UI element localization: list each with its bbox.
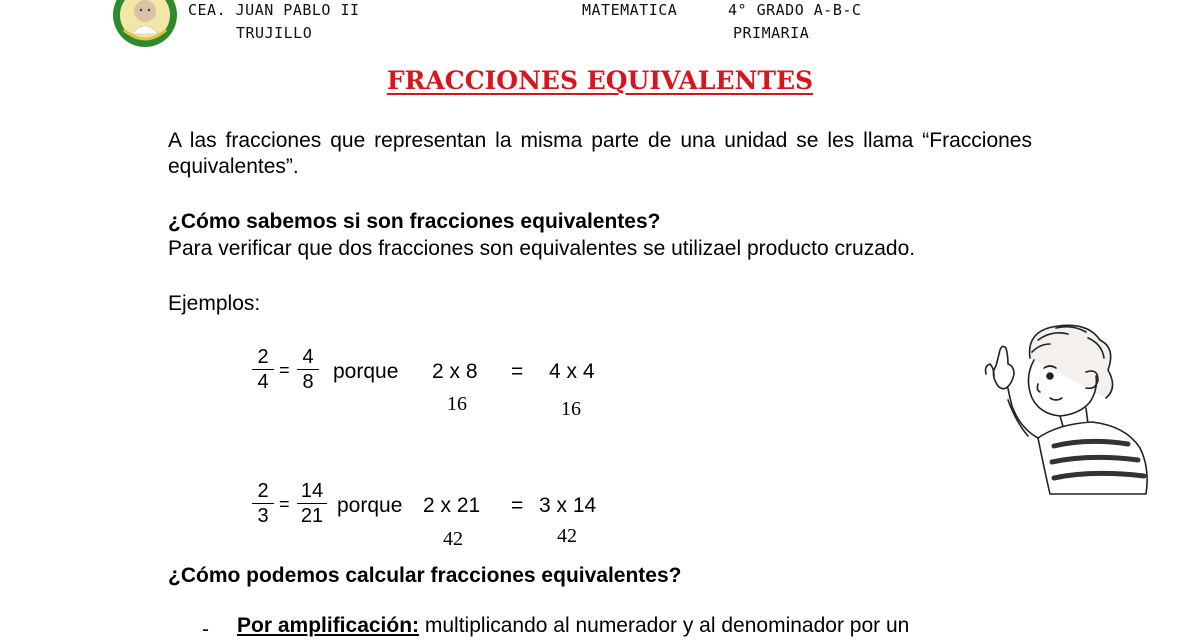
result-2: 42 xyxy=(557,525,577,547)
level-label: PRIMARIA xyxy=(733,24,810,42)
bullet-dash: - xyxy=(202,618,209,641)
cross-product-2: 3 x 14 xyxy=(539,494,597,517)
bullet-amplification xyxy=(237,613,909,639)
denominator: 4 xyxy=(257,371,269,393)
equal-sign: = xyxy=(279,360,290,380)
denominator: 3 xyxy=(257,505,269,527)
equals-label: = xyxy=(511,494,524,517)
cross-product-1: 2 x 8 xyxy=(432,360,478,383)
result-1: 16 xyxy=(447,393,467,415)
porque-label: porque xyxy=(337,494,403,517)
fraction-right xyxy=(297,480,327,527)
numerator: 2 xyxy=(252,346,274,370)
bullet-term: Por amplificación: xyxy=(237,614,420,637)
fraction-left xyxy=(252,346,274,393)
child-pointing-illustration xyxy=(968,318,1158,498)
bullet-text: multiplicando al numerador y al denominador por un xyxy=(419,614,910,637)
document-title: FRACCIONES EQUIVALENTES xyxy=(386,66,814,95)
porque-label: porque xyxy=(333,360,399,383)
cross-product-1: 2 x 21 xyxy=(423,494,481,517)
numerator: 2 xyxy=(252,480,274,504)
school-logo xyxy=(112,0,178,48)
subject-label: MATEMATICA xyxy=(582,1,678,19)
result-1: 42 xyxy=(443,528,463,550)
denominator: 8 xyxy=(302,371,314,393)
question-how-calculate: ¿Cómo podemos calcular fracciones equivalentes? xyxy=(168,564,682,587)
school-city: TRUJILLO xyxy=(236,24,313,42)
result-2: 16 xyxy=(561,398,581,420)
fraction-right xyxy=(297,346,319,393)
equals-label: = xyxy=(511,360,524,383)
answer-cross-product: Para verificar que dos fracciones son equivalentes se utilizael producto cruzado. xyxy=(168,237,916,260)
numerator: 14 xyxy=(297,480,327,504)
question-how-know: ¿Cómo sabemos si son fracciones equivalentes? xyxy=(168,210,661,233)
school-name: CEA. JUAN PABLO II xyxy=(188,1,360,19)
denominator: 21 xyxy=(300,505,324,527)
fraction-left xyxy=(252,480,274,527)
grade-label: 4° GRADO A-B-C xyxy=(728,1,862,19)
numerator: 4 xyxy=(297,346,319,370)
intro-paragraph: A las fracciones que representan la misma parte de una unidad se les llama “Fracciones equivalentes”. xyxy=(168,129,1032,178)
cross-product-2: 4 x 4 xyxy=(549,360,595,383)
examples-label: Ejemplos: xyxy=(168,292,261,315)
equal-sign: = xyxy=(279,494,290,514)
